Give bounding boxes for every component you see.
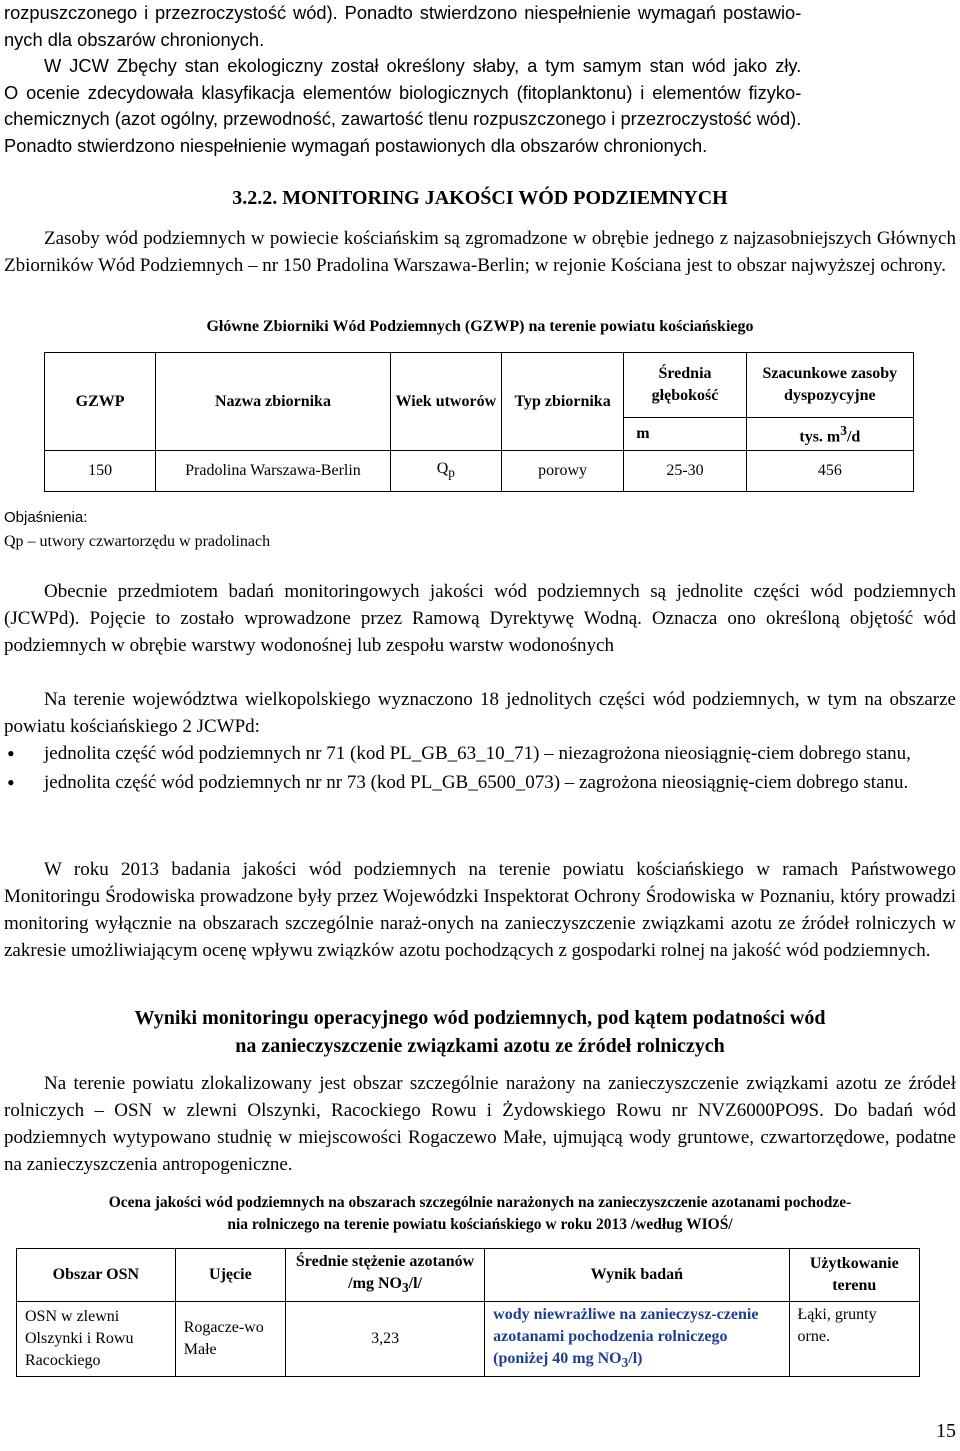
osn-cell-area: OSN w zlewni Olszynki i Rowu Racockiego: [17, 1302, 176, 1377]
explanation-title: Objaśnienia:: [4, 509, 88, 526]
gzwp-data-row: [45, 451, 914, 492]
intro-paragraph: [4, 0, 801, 159]
results-heading-line-1: Wyniki monitoringu operacyjnego wód podziemnych, pod kątem podatności wód: [134, 1007, 826, 1029]
gzwp-header-age: Wiek utworów: [390, 353, 501, 451]
gzwp-cell-number: 150: [45, 451, 156, 492]
osn-header-result: Wynik badań: [485, 1249, 789, 1302]
gzwp-cell-type: porowy: [501, 451, 623, 492]
osn-caption-line-1: Ocena jakości wód podziemnych na obszarach szczególnie narażonych na zanieczyszczenie azotanami pochodze-: [108, 1194, 852, 1211]
osn-cell-concentration: 3,23: [285, 1302, 484, 1377]
gzwp-header-gzwp: GZWP: [45, 353, 156, 451]
gzwp-header-type: Typ zbiornika: [501, 353, 623, 451]
osn-paragraph: Na terenie powiatu zlokalizowany jest obszar szczególnie narażony na zanieczyszczenie związkami azotu ze źródeł rolniczych – OSN w zlewni Olszynki, Racockiego Rowu i Żydowskiego Rowu nr NVZ6000PO9S. Do badań wód podziemnych wytypowano studnię w miejscowości Rogaczewo Małe, ujmującą wody gruntowe, czwartorzędowe, podatne na zanieczyszczenia antropogeniczne.: [4, 1073, 956, 1175]
osn-header-intake: Ujęcie: [175, 1249, 285, 1302]
gzwp-table: [44, 352, 914, 492]
section-heading: 3.2.2. MONITORING JAKOŚCI WÓD PODZIEMNYCH: [232, 187, 728, 209]
gzwp-header-name: Nazwa zbiornika: [156, 353, 391, 451]
gzwp-header-row: [45, 353, 914, 418]
intro-line-2: nych dla obszarów chronionych.: [4, 28, 265, 50]
osn-cell-land-use: Łąki, grunty orne.: [789, 1302, 919, 1377]
osn-header-land-use: Użytkowanie terenu: [789, 1249, 919, 1302]
intro-line-4: O ocenie zdecydowała klasyfikacja elementów biologicznych (fitoplanktonu) i elementów fizyko-: [4, 81, 802, 103]
voivodeship-paragraph: Na terenie województwa wielkopolskiego wyznaczono 18 jednolitych części wód podziemnych, w tym na obszarze powiatu kościańskiego 2 JCWPd:: [4, 689, 956, 737]
list-item: • jednolita część wód podziemnych nr 71 (kod PL_GB_63_10_71) – niezagrożona nieosiągnię-ciem dobrego stanu,: [4, 740, 956, 767]
osn-table-caption: [4, 1192, 956, 1236]
jcwpd-list: [4, 740, 956, 798]
gzwp-table-caption: Główne Zbiorniki Wód Podziemnych (GZWP) na terenie powiatu kościańskiego: [206, 318, 754, 335]
osn-header-area: Obszar OSN: [17, 1249, 176, 1302]
osn-header-concentration: Średnie stężenie azotanów /mg $NO_3/l/$: [285, 1249, 484, 1302]
osn-header-row: [17, 1249, 920, 1302]
explanation-block: [4, 506, 270, 554]
gzwp-unit-resources: tys. $m^3/d$: [746, 418, 913, 451]
osn-table: [16, 1248, 920, 1377]
gzwp-cell-depth: 25-30: [624, 451, 746, 492]
jcwpd-paragraph: Obecnie przedmiotem badań monitoringowych jakości wód podziemnych są jednolite części wód podziemnych (JCWPd). Pojęcie to zostało wprowadzone przez Ramową Dyrektywę Wodną. Oznacza ono określoną objętość wód podziemnych w obrębie warstwy wodonośnej lub zespołu warstw wodonośnych: [4, 581, 956, 656]
gzwp-header-depth: Średnia głębokość: [624, 353, 746, 418]
osn-cell-result: wody niewrażliwe na zanieczysz-czenie azotanami pochodzenia rolniczego (poniżej 40 mg $NO_3/l$): [485, 1302, 789, 1377]
gzwp-cell-resources: 456: [746, 451, 913, 492]
page-number: 15: [936, 1420, 956, 1442]
osn-cell-intake: Rogacze-wo Małe: [175, 1302, 285, 1377]
gzwp-header-resources: Szacunkowe zasoby dyspozycyjne: [746, 353, 913, 418]
osn-data-row: [17, 1302, 920, 1377]
osn-caption-line-2: nia rolniczego na terenie powiatu kościańskiego w roku 2013 /według WIOŚ/: [227, 1216, 733, 1233]
intro-line-6: Ponadto stwierdzono niespełnienie wymagań postawionych dla obszarów chronionych.: [4, 134, 708, 156]
gzwp-cell-name: Pradolina Warszawa-Berlin: [156, 451, 391, 492]
intro-line-1: rozpuszczonego i przezroczystość wód). Ponadto stwierdzono niespełnienie wymagań postawio-: [4, 2, 802, 23]
results-heading-line-2: na zanieczyszczenie związkami azotu ze źródeł rolniczych: [235, 1035, 725, 1057]
gzwp-cell-age: $Q_p$: [390, 451, 501, 492]
intro-line-5: chemicznych (azot ogólny, przewodność, zawartość tlenu rozpuszczonego i przezroczystość wód).: [4, 108, 802, 129]
intro-line-3: W JCW Zbęchy stan ekologiczny został określony słaby, a tym samym stan wód jako zły.: [44, 55, 802, 76]
results-heading: [4, 1004, 956, 1060]
gzwp-unit-depth: m: [624, 418, 746, 451]
list-item: • jednolita część wód podziemnych nr nr 73 (kod PL_GB_6500_073) – zagrożona nieosiągnię-ciem dobrego stanu.: [4, 769, 956, 796]
monitoring-paragraph: W roku 2013 badania jakości wód podziemnych na terenie powiatu kościańskiego w ramach Państwowego Monitoringu Środowiska prowadzone były przez Wojewódzki Inspektorat Ochrony Środowiska w Poznaniu, który prowadzi monitoring wyłącznie na obszarach szczególnie naraż-onych na zanieczyszczenie związkami azotu ze źródeł rolniczych w zakresie umożliwiającym ocenę wpływu związków azotu pochodzących z gospodarki rolnej na jakość wód podziemnych.: [4, 859, 956, 961]
section-paragraph: Zasoby wód podziemnych w powiecie kościańskim są zgromadzone w obrębie jednego z najzasobniejszych Głównych Zbiorników Wód Podziemnych – nr 150 Pradolina Warszawa-Berlin; w rejonie Kościana jest to obszar najwyższej ochrony.: [4, 228, 956, 276]
explanation-text: Qp – utwory czwartorzędu w pradolinach: [4, 533, 271, 550]
